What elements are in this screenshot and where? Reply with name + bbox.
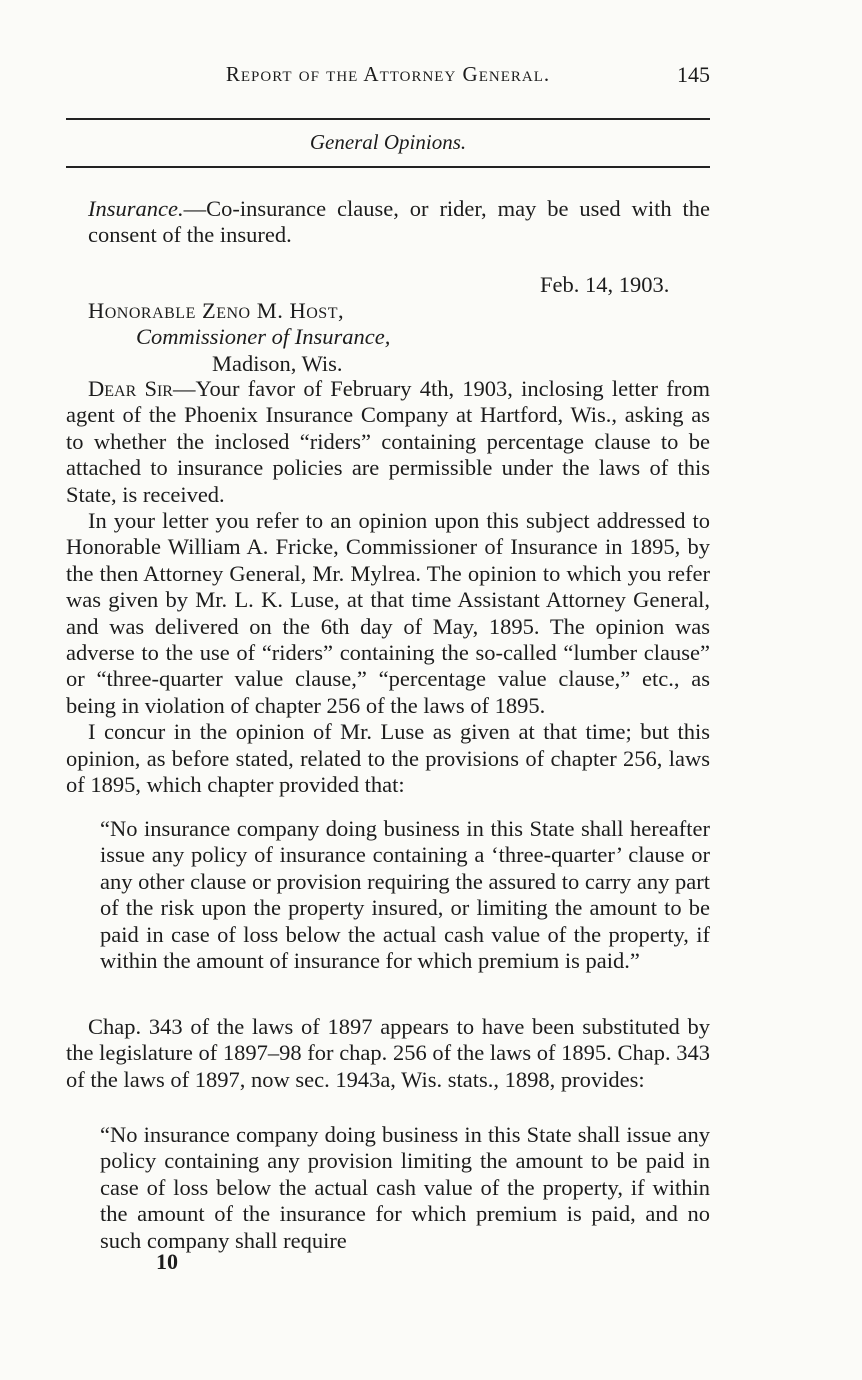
page-number: 145 [677, 62, 710, 87]
addressee-place: Madison, Wis. [212, 350, 343, 376]
addressee-block [88, 298, 390, 377]
body-text [66, 376, 710, 799]
quotation-2: “No insurance company doing business in this State shall issue any policy containing any provision limiting the amount to be paid in case of loss below the actual cash value of the property, if within the amount of the insurance for which premium is paid, and no such company shall require [100, 1122, 710, 1253]
running-head [66, 60, 710, 96]
paragraph-1-text: —Your favor of February 4th, 1903, inclosing letter from agent of the Phoenix Insurance Company at Hartford, Wis., asking as to whether the inclosed “riders” containing percentage clause to be attached to insurance policies are permissible under the laws of this State, is received. [66, 376, 710, 507]
section-title: General Opinions. [309, 130, 467, 154]
headnote-subject: Insurance. [88, 196, 184, 221]
top-rule [66, 118, 710, 120]
signature-mark: 10 [156, 1249, 178, 1274]
quotation-1: “No insurance company doing business in this State shall hereafter issue any policy of insurance containing a ‘three-quarter’ clause or any other clause or provision requiring the assured to carry any part of the risk upon the property insured, or limiting the amount to be paid in case of loss below the actual cash value of the property, if within the amount of insurance for which premium is paid.” [100, 816, 710, 974]
section-rule [66, 166, 710, 168]
addressee-name: Honorable Zeno M. Host, [88, 298, 345, 323]
opinion-headnote [88, 196, 710, 249]
paragraph-4: Chap. 343 of the laws of 1897 appears to have been substituted by the legislature of 1897–98 for chap. 256 of the laws of 1895. Chap. 343 of the laws of 1897, now sec. 1943a, Wis. stats., 1898, provides: [66, 1014, 710, 1092]
addressee-title: Commissioner of Insurance, [136, 324, 391, 350]
running-title: Report of the Attorney General. [225, 62, 551, 86]
headnote-text: —Co-insurance clause, or rider, may be used with the consent of the insured. [88, 196, 710, 248]
paragraph-3: I concur in the opinion of Mr. Luse as given at that time; but this opinion, as before stated, related to the provisions of chapter 256, laws of 1895, which chapter provided that: [66, 719, 710, 798]
paragraph-2: In your letter you refer to an opinion upon this subject addressed to Honorable William A. Fricke, Commissioner of Insurance in 1895, by the then Attorney General, Mr. Mylrea. The opinion to which you refer was given by Mr. L. K. Luse, at that time Assistant Attorney General, and was delivered on the 6th day of May, 1895. The opinion was adverse to the use of “riders” containing the so-called “lumber clause” or “three-quarter value clause,” “percentage value clause,” etc., as being in violation of chapter 256 of the laws of 1895. [66, 508, 710, 718]
paragraph-1 [66, 376, 710, 508]
opinion-date: Feb. 14, 1903. [540, 272, 670, 297]
salutation: Dear Sir [88, 376, 173, 401]
